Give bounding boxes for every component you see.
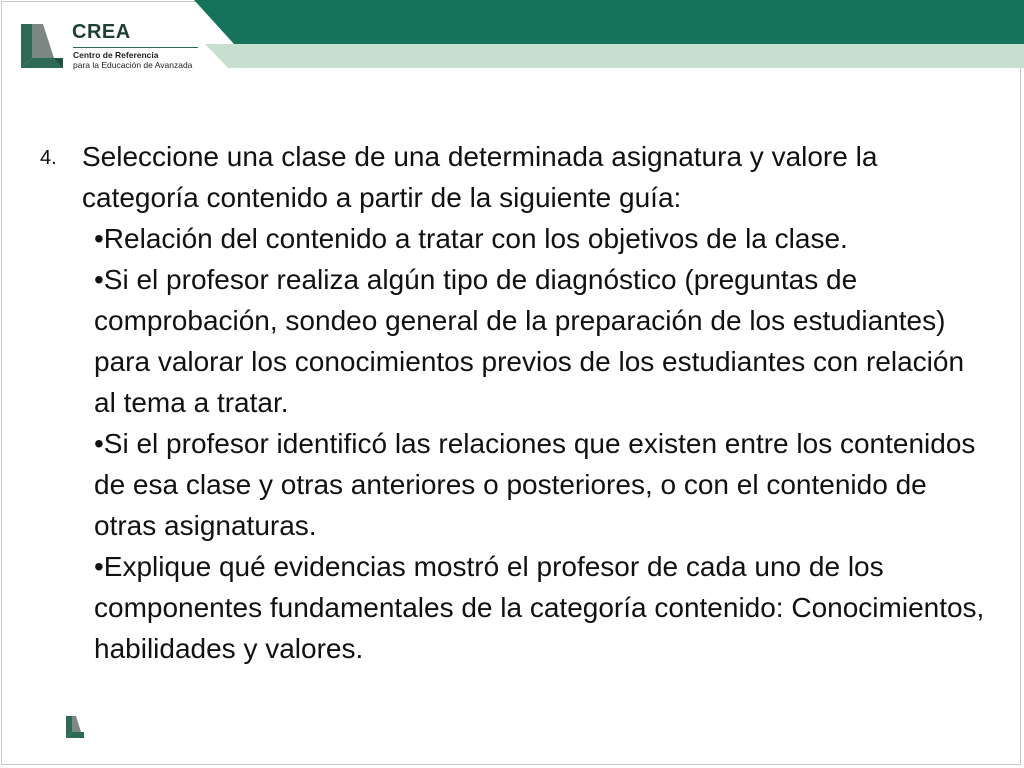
crea-logo-wordmark: CREA xyxy=(72,21,131,43)
bullet-item: •Relación del contenido a tratar con los objetivos de la clase. xyxy=(94,223,848,254)
bullet-item: •Explique qué evidencias mostró el profesor de cada uno de los componentes fundamentales de la categoría contenido: Conocimientos, habilidades y valores. xyxy=(94,551,985,664)
header-band-dark xyxy=(194,0,1024,44)
crea-logo-subtitle-line1: Centro de Referencia xyxy=(73,50,159,60)
bullet-list xyxy=(82,218,990,669)
item-text: Seleccione una clase de una determinada asignatura y valore la categoría contenido a partir de la siguiente guía: xyxy=(82,141,878,213)
numbered-item xyxy=(40,136,990,669)
footer-logo-mark-icon xyxy=(64,714,86,740)
slide-content xyxy=(40,136,990,669)
bullet-item: •Si el profesor identificó las relaciones que existen entre los contenidos de esa clase y otras anteriores o posteriores, o con el contenido de otras asignaturas. xyxy=(94,428,976,541)
item-number: 4. xyxy=(40,147,57,169)
header-band-light xyxy=(205,44,1024,68)
bullet-item: •Si el profesor realiza algún tipo de diagnóstico (preguntas de comprobación, sondeo general de la preparación de los estudiantes) para valorar los conocimientos previos de los estudiantes con relación al tema a tratar. xyxy=(94,264,965,418)
crea-logo xyxy=(18,20,218,74)
crea-logo-mark-icon xyxy=(18,20,70,72)
logo-divider xyxy=(73,47,198,48)
crea-logo-subtitle-line2: para la Educación de Avanzada xyxy=(73,60,193,70)
